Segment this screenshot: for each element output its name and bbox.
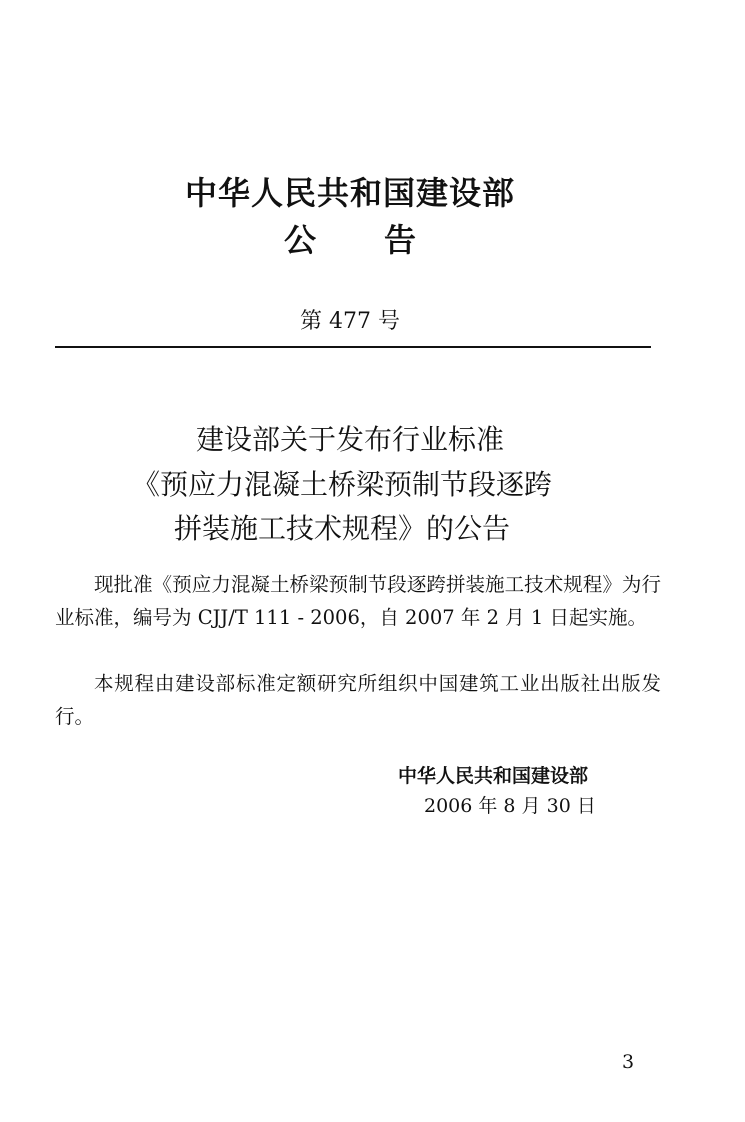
body-paragraph-2: 本规程由建设部标准定额研究所组织中国建筑工业出版社出版发行。 <box>55 672 661 728</box>
subject-line-3: 拼装施工技术规程》的公告 <box>173 512 510 545</box>
signature-date: 2006 年 8 月 30 日 <box>424 795 596 817</box>
announcement-number: 第 477 号 <box>300 309 400 334</box>
body-paragraph-1: 现批准《预应力混凝土桥梁预制节段逐跨拼装施工技术规程》为行业标准，编号为 CJJ/T 111 - 2006，自 2007 年 2 月 1 日起实施。 <box>55 573 661 629</box>
doc-type-char-2: 告 <box>384 221 417 259</box>
subject-line-1: 建设部关于发布行业标准 <box>195 423 504 456</box>
horizontal-rule <box>55 346 651 348</box>
issuer-title: 中华人民共和国建设部 <box>184 174 515 212</box>
page-number: 3 <box>622 1051 635 1073</box>
signature-org: 中华人民共和国建设部 <box>398 765 589 787</box>
subject-line-2: 《预应力混凝土桥梁预制节段逐跨 <box>131 468 552 501</box>
document-type-heading <box>0 215 700 261</box>
doc-type-char-1: 公 <box>283 221 316 259</box>
